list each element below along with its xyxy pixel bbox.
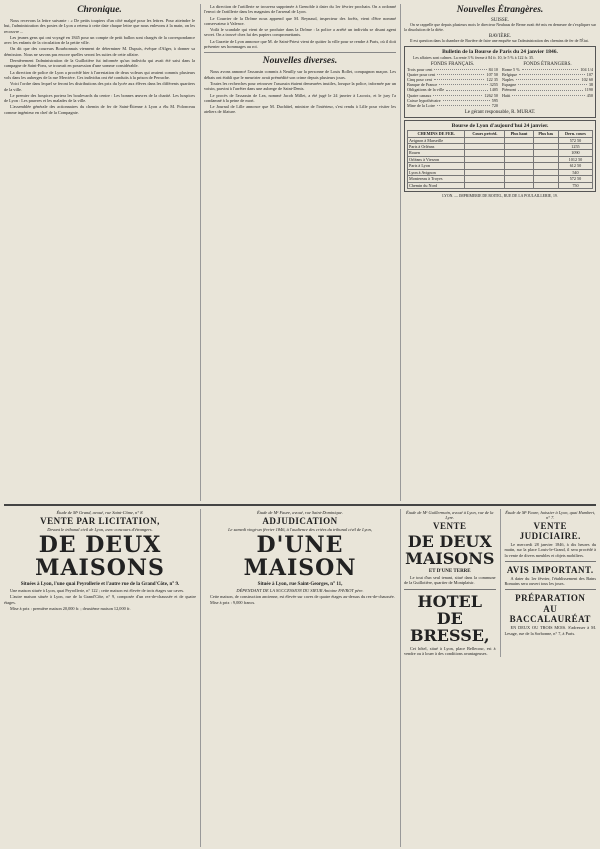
bourse-table	[407, 130, 593, 189]
middle-paragraph: Le Courrier de la Drôme nous apprend que M. Reynaud, inspecteur des forêts, vient d'être nommé conservateur à Valence.	[204, 15, 396, 26]
etr-name: Piémont	[502, 87, 516, 93]
divider	[204, 52, 396, 53]
ad-column-1	[4, 509, 196, 847]
ad-subheadline: ET D'UNE TERRE	[428, 569, 471, 574]
ad-title: VENTE JUDICIAIRE.	[519, 521, 581, 541]
bourse-cell	[505, 182, 533, 188]
bourse-cell: Avignon à Marseille	[408, 137, 465, 143]
table-row	[408, 182, 593, 188]
imprimerie-line: LYON. — IMPRIMERIE DE BOITEL, RUE DE LA POULAILLERIE, 19.	[442, 193, 558, 198]
ad-paragraph: Cet hôtel, situé à Lyon, place Bellecour, est à vendre ou à louer à des conditions avantageuses.	[404, 645, 496, 656]
fonds-name: Caisse hypothécaire	[407, 97, 441, 103]
dot-leader	[519, 72, 585, 75]
chronique-paragraph: Dernièrement l'administration de la Guillotière fut informée qu'un individu qui avait été saisi dans la campagne de Saint-Fons, se trouvait en possession d'une somme considérable.	[4, 58, 195, 69]
fonds-name: Cinq pour cent	[407, 77, 432, 83]
dot-leader	[518, 82, 587, 85]
dot-leader	[518, 87, 583, 90]
chronique-heading: Chronique.	[77, 5, 122, 15]
etr-value: 38	[588, 82, 593, 88]
etr-value: 104 1/4	[580, 66, 593, 72]
fonds-row	[407, 103, 498, 108]
chronique-paragraph: L'assemblée générale des actionnaires du chemin de fer de Saint-Étienne à Lyon a élu M. Polonceau comme ingénieur en chef de la Compagnie.	[4, 104, 195, 115]
ad-title: VENTE PAR LICITATION,	[40, 516, 160, 526]
fonds-etrangers-list	[502, 62, 593, 109]
ad-etude: Étude de Mᵉ Faure, avoué, rue Saint-Dominique.	[257, 510, 343, 515]
middle-paragraph: Nous avons annoncé l'assassin commis à Neuilly sur la personne de Louis Rollet, compagnon maçon. Les débats ont établi que le meurtrier avait prémédité son crime depuis plusieurs jours.	[204, 69, 396, 80]
bourse-cell: Rouen	[408, 150, 465, 156]
chronique-column	[4, 4, 195, 501]
ad-paragraph: A dater du 1er février, l'établissement des Bains Romains sera ouvert tous les jours.	[504, 575, 596, 587]
etr-value: 102 60	[581, 77, 593, 83]
dot-leader	[434, 67, 486, 70]
etr-value: 107	[586, 71, 593, 77]
ad-column-3	[404, 509, 596, 847]
ad-etude: Étude de Mᵉ Grand, avoué, rue Saint-Côme, n° 8.	[56, 510, 144, 515]
bourse-cell	[465, 182, 505, 188]
middle-column	[204, 4, 396, 501]
column-rule	[200, 4, 201, 501]
etr-value: 450	[586, 92, 593, 98]
middle-paragraph: La Gazette de Lyon annonce que M. de Saint-Priest vient de quitter la ville pour se rendre à Paris, où il doit présenter ses hommages au roi.	[204, 38, 396, 50]
dot-leader	[512, 93, 584, 96]
bulletin-text: Les affaires sont calmes. La rente 3 % ferme à 84 fr. 10, le 5 % à 122 fr. 35.	[413, 54, 534, 60]
ad-headline: D'UNE MAISON	[243, 532, 357, 581]
middle-paragraph: Voilà le scandale qui vient de se produire dans la Drôme : la police a arrêté un individu se disant agent secret. On a trouvé chez lui des papiers compromettants.	[204, 27, 396, 38]
lyon-bourse-box	[404, 120, 596, 192]
fonds-value: 84 10	[488, 66, 498, 72]
articles-section	[4, 4, 596, 501]
ad-title: ADJUDICATION	[262, 516, 338, 526]
bourse-title: Bourse de Lyon d'aujourd'hui 24 janvier.	[451, 123, 549, 130]
bourse-cell: 1255	[558, 144, 592, 150]
ad-paragraph: Une maison située à Lyon, quai Peyrollerie, n° 122 ; cette maison est élevée de trois étages sur caves.	[10, 588, 185, 593]
fonds-name: Quatre canaux	[407, 92, 432, 98]
bourse-column-header: Plus haut	[505, 131, 533, 137]
ad-location: Située à Lyon, rue Saint-Georges, n° 11,	[257, 582, 343, 587]
ad-title: AVIS IMPORTANT.	[506, 564, 594, 575]
bourse-cell: 1090	[558, 150, 592, 156]
ad-title: VENTE	[432, 521, 467, 531]
middle-paragraph: Le Journal de Lille annonce que M. Duchâtel, ministre de l'intérieur, s'est rendu à Lille pour visiter les ateliers de filature.	[204, 104, 396, 115]
bourse-cell: 1012 50	[558, 156, 592, 162]
bulletin-title: Bulletin de la Bourse de Paris du 24 janvier 1846.	[442, 48, 558, 55]
fonds-value: 122 35	[486, 77, 498, 83]
ad-row	[404, 509, 596, 657]
ad-paragraph: Mise à prix : première maison 20,000 fr. ; deuxième maison 12,000 fr.	[10, 605, 131, 611]
divider	[505, 561, 597, 562]
bourse-cell: 572 50	[558, 137, 592, 143]
gerant-line: Le gérant responsable, R. MURAT.	[464, 110, 536, 116]
bourse-cell: Chemin du Nord	[408, 182, 465, 188]
middle-paragraph: Toutes les recherches pour retrouver l'assassin étaient demeurées inutiles, lorsque la police, informée par un voisin, parvint à l'arrêter dans une auberge de Saint-Denis.	[204, 80, 396, 92]
bourse-column-header: CHEMINS DE FER.	[408, 131, 465, 137]
bourse-cell: Paris à Lyon	[408, 163, 465, 169]
ad-title: AU BACCALAURÉAT	[509, 604, 591, 625]
divider	[404, 589, 496, 590]
ad-headline: DE DEUX MAISONS	[35, 532, 165, 581]
bourse-cell: 612 50	[558, 163, 592, 169]
ad-etude: Étude de Mᵉ Faure, huissier à Lyon, quai Humbert, n° 7.	[505, 510, 596, 520]
ad-paragraph: Cette maison, de construction ancienne, est élevée sur caves de quatre étages au-dessus du rez-de-chaussée.	[210, 594, 395, 599]
fonds-name: Mine de la Loire	[407, 103, 436, 109]
bourse-cell: Orléans à Vierzon	[408, 156, 465, 162]
bourse-column-header: Dern. cours	[558, 131, 592, 137]
ad-owner: DÉPENDANT DE LA SUCCESSION DU SIEUR Antoine FAVROT père.	[236, 588, 364, 593]
divider	[505, 589, 597, 590]
ad-column-2	[204, 509, 396, 847]
column-rule	[400, 4, 401, 501]
dot-leader	[522, 67, 579, 70]
chronique-paragraph: Nous recevons la lettre suivante : « De petits toupiers d'un côté malgré pour les lettres. Pour atteindre le but, l'administration des postes de Lyon a retenu à cette date chaque lettre que nous enlevons à la main, on les recouvre ...	[4, 18, 195, 34]
ad-headline: HOTEL DE BRESSE,	[409, 591, 490, 645]
etr-name: Belgique	[502, 71, 518, 77]
dot-leader	[439, 82, 487, 85]
ad-subtitle: Le samedi vingt-un février 1846, à l'audience des criées du tribunal civil de Lyon,	[228, 527, 372, 532]
bourse-cell: Montereau à Troyes	[408, 176, 465, 182]
fonds-name: Banque de France	[407, 82, 438, 88]
fonds-grid	[407, 62, 593, 109]
column-rule	[200, 509, 201, 847]
fonds-value: 1262 50	[484, 92, 498, 98]
bourse-column-header: Plus bas	[533, 131, 558, 137]
bourse-cell: Paris à Orléans	[408, 144, 465, 150]
fonds-name: Obligations de la ville	[407, 87, 445, 93]
dot-leader	[516, 77, 580, 80]
fonds-value: 595	[491, 97, 498, 103]
dot-leader	[437, 72, 484, 75]
paris-bourse-bulletin	[404, 46, 596, 119]
fonds-value: 107 50	[486, 71, 498, 77]
fonds-header: FONDS FRANÇAIS.	[430, 61, 475, 67]
chronique-paragraph: Voici l'ordre dans lequel se feront les distributions des prix du lycée aux élèves dans les différents quartiers de la ville.	[4, 81, 195, 92]
fonds-value: 3255	[489, 82, 498, 88]
ad-location: Situées à Lyon, l'une quai Peyrollerie et l'autre rue de la Grand'Côte, n° 9.	[20, 582, 180, 587]
country-subheading: BAVIÈRE.	[488, 33, 512, 39]
bourse-cell: 572 50	[558, 176, 592, 182]
ad-subtitle: Devant le tribunal civil de Lyon, avec concours d'étrangers.	[47, 527, 153, 532]
etr-value: 1190	[584, 87, 593, 93]
chronique-paragraph: La direction de police de Lyon a procédé hier à l'arrestation de deux voleurs qui avaient commis plusieurs vols dans les auberges de la rue Mercière. Ces individus ont été conduits à la prison de Perrache.	[4, 69, 195, 80]
chronique-paragraph: Le premier des hospices portera les boulevards du centre : Les bonnes œuvres de la charité. Les hospices de Lyon : Les pauvres et les malades de la ville.	[4, 92, 195, 104]
advertisements-section	[4, 504, 596, 849]
ad-paragraph: EN DEUX OU TROIS MOIS. S'adresser à M. Lesage, rue de la Sorbonne, n° 7, à Paris.	[504, 625, 596, 636]
middle-paragraph: Le procès de l'assassin de Lea, nommé Jacob Millet, a été jugé le 24 janvier à Lacroix, et le jury l'a condamné à la peine de mort.	[204, 92, 396, 103]
bourse-cell: 750	[558, 182, 592, 188]
foreign-news-column	[404, 4, 596, 501]
ad-title: PRÉPARATION	[515, 593, 586, 604]
fonds-francais-list	[407, 62, 498, 109]
ad-paragraph: L'autre maison située à Lyon, rue de la Grand'Côte, n° 9, composée d'un rez-de-chaussée et de quatre étages.	[4, 594, 196, 605]
bourse-cell: Lyon à Avignon	[408, 169, 465, 175]
etr-name: Naples	[502, 77, 514, 83]
ad-paragraph: Mise à prix : 9,000 francs.	[210, 600, 256, 606]
ad-vente-maisons	[404, 509, 500, 657]
country-subheading: SUISSE.	[491, 18, 509, 23]
dot-leader	[433, 93, 482, 96]
fonds-value: 1405	[489, 87, 498, 93]
ad-paragraph: Le mercredi 28 janvier 1846, à dix heures du matin, sur la place Louis-le-Grand, il sera procédé à la vente de divers meubles et objets mobiliers.	[504, 542, 596, 558]
etr-row	[502, 93, 593, 98]
middle-paragraph: La direction de l'artillerie se trouvera supprimée à Grenoble à dater du 1er février prochain. On a ordonné l'envoi de l'artillerie dans les magasins de l'arsenal de Lyon.	[204, 4, 396, 15]
foreign-paragraph: Il est question dans la chambre de Bavière de faire une enquête sur l'administration des chemins de fer de l'État.	[410, 37, 589, 43]
etr-name: Rome 5 %	[502, 66, 520, 72]
dot-leader	[434, 77, 485, 80]
dot-leader	[446, 87, 488, 90]
fonds-value: 720	[491, 103, 498, 109]
etr-header: FONDS ÉTRANGERS.	[523, 61, 572, 67]
foreign-paragraph: On se rappelle que depuis plusieurs mois le directeur Neuhaus de Berne avait été mis en demeure de s'expliquer sur la dissolution de la diète.	[404, 22, 596, 32]
foreign-news-heading: Nouvelles Étrangères.	[456, 5, 544, 15]
ad-vente-judiciaire	[500, 509, 597, 657]
bourse-column-header: Cours précéd.	[465, 131, 505, 137]
bourse-cell: 540	[558, 169, 592, 175]
column-rule	[400, 509, 401, 847]
chronique-paragraph: On dit que des coureurs Bourbonnais viennent de déterminer M. Dupuis, évêque d'Alger, à donner sa démission. Nous ne savons pas encore quelles seront les suites de cette affaire.	[4, 46, 195, 57]
ad-etude: Étude de Mᵉ Guillermain, avoué à Lyon, rue de la Lyre.	[406, 510, 494, 520]
ad-paragraph: Le tout d'un seul tenant, situé dans la commune de la Guillotière, quartier de Montplaisir.	[404, 575, 496, 586]
dot-leader	[443, 98, 490, 101]
fonds-name: Trois pour cent	[407, 66, 433, 72]
bourse-cell	[533, 182, 558, 188]
nouvelles-diverses-heading: Nouvelles diverses.	[262, 56, 338, 67]
dot-leader	[437, 103, 490, 106]
fonds-name: Quatre pour cent	[407, 71, 436, 77]
ad-headline: DE DEUX MAISONS	[405, 532, 495, 568]
chronique-paragraph: Les jeunes gens qui ont voyagé en 1845 pour un compte de petit ballon sont chargés de la correspondance avec les enfants de la circulation de la petite ville.	[4, 34, 195, 46]
etr-name: Haïti	[502, 92, 511, 98]
etr-name: Espagne	[502, 82, 517, 88]
